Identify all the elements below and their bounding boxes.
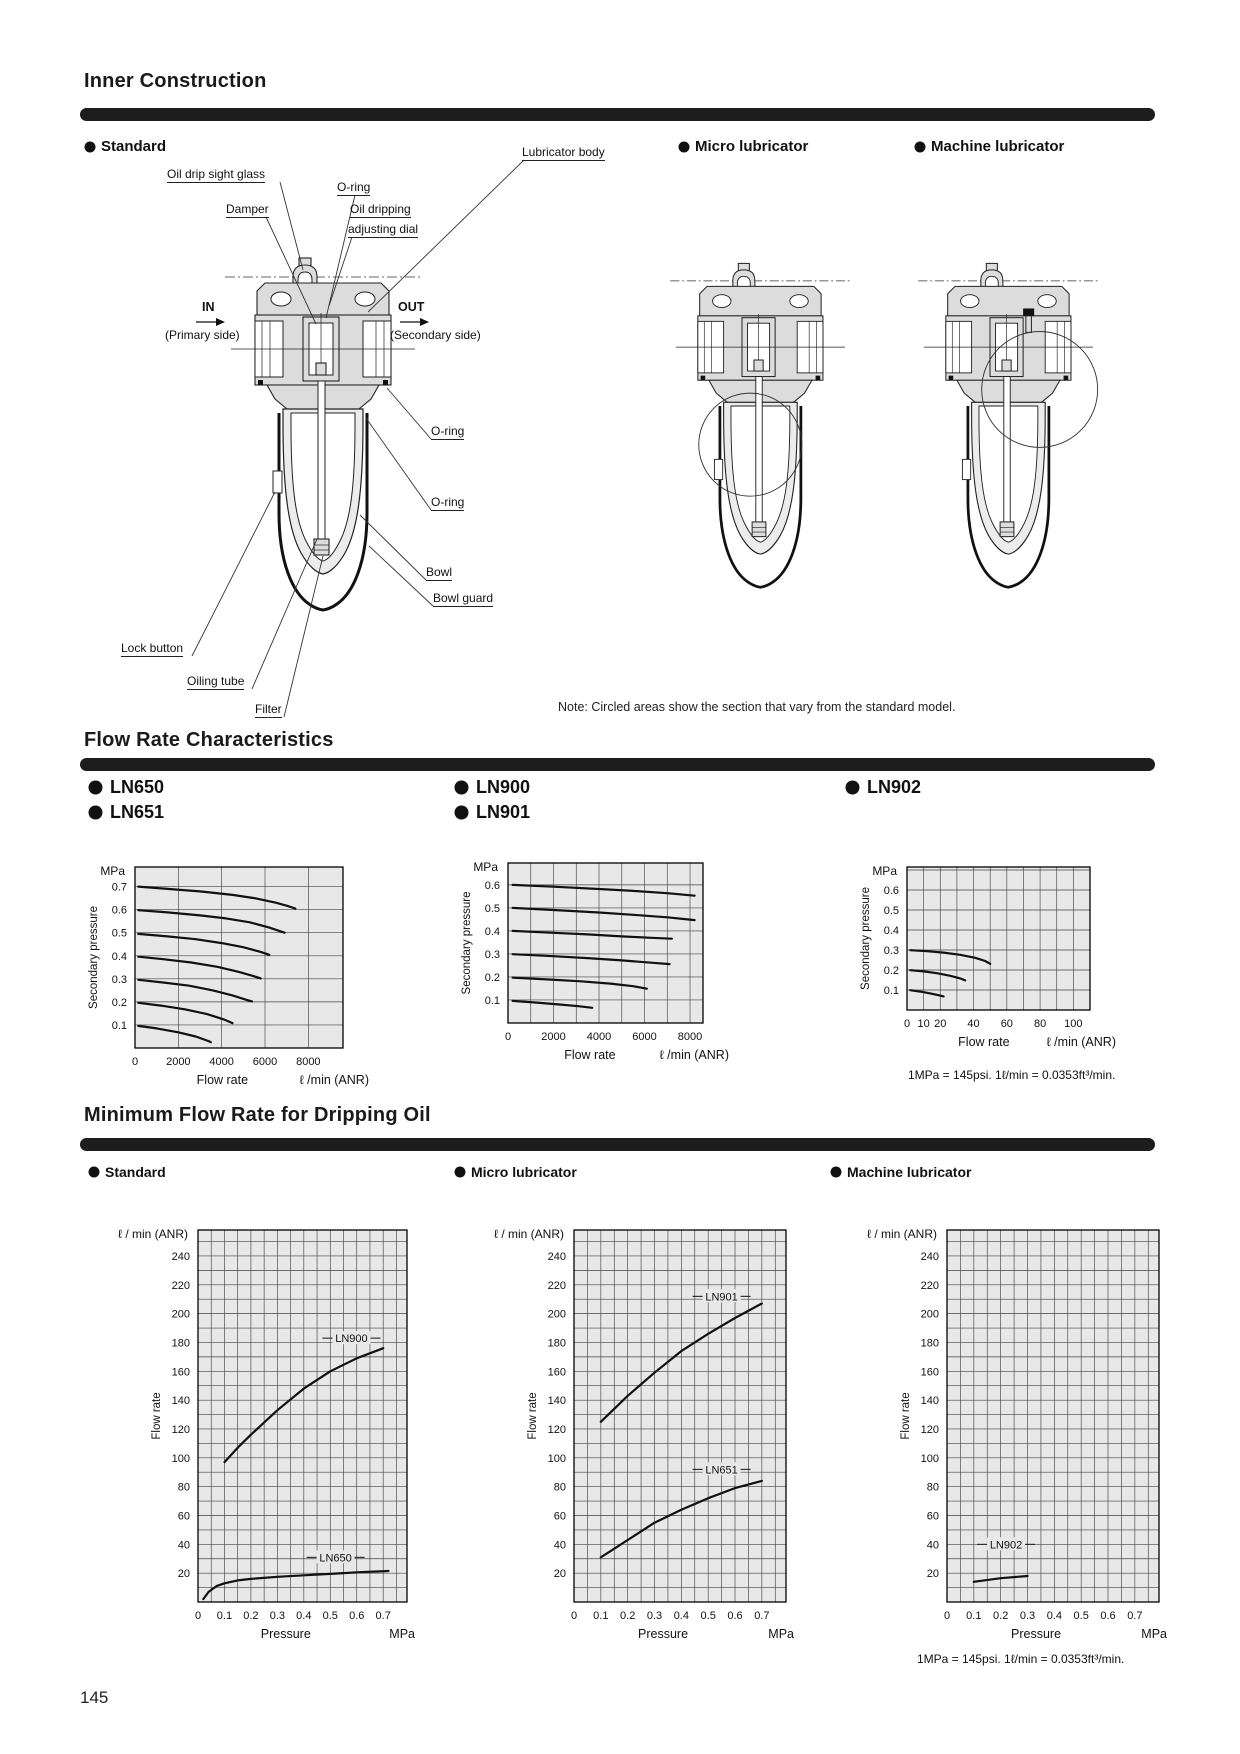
bullet-icon — [454, 1166, 466, 1178]
svg-text:MPa: MPa — [872, 864, 897, 878]
svg-text:0.4: 0.4 — [883, 925, 899, 937]
model-header-ln902 — [845, 777, 921, 798]
svg-text:100: 100 — [1064, 1018, 1083, 1030]
section-title-min-flow: Minimum Flow Rate for Dripping Oil — [84, 1104, 431, 1126]
svg-text:60: 60 — [926, 1510, 939, 1523]
callout-in: IN — [202, 300, 215, 314]
chart-min-flow-machine — [829, 1218, 1179, 1655]
svg-text:100: 100 — [920, 1452, 939, 1465]
drip-header-machine — [830, 1164, 971, 1180]
svg-text:LN901: LN901 — [705, 1291, 738, 1304]
callout-bowl: Bowl — [426, 565, 453, 579]
section-divider-bar — [80, 1138, 1155, 1151]
svg-text:ℓ / min (ANR): ℓ / min (ANR) — [867, 1227, 937, 1241]
bullet-icon — [845, 780, 860, 795]
svg-text:0.1: 0.1 — [216, 1610, 233, 1622]
svg-text:0.2: 0.2 — [484, 971, 500, 984]
section-title-inner-construction: Inner Construction — [84, 70, 267, 92]
callout-secondary-side: (Secondary side) — [390, 328, 481, 342]
lubricator-cross-section-diagrams — [0, 130, 1240, 770]
svg-text:ℓ / min (ANR): ℓ / min (ANR) — [118, 1227, 188, 1241]
svg-text:Pressure: Pressure — [638, 1627, 689, 1641]
svg-text:ℓ /min (ANR): ℓ /min (ANR) — [659, 1048, 729, 1062]
svg-text:100: 100 — [171, 1452, 190, 1465]
svg-text:0: 0 — [903, 1018, 911, 1030]
svg-text:0.1: 0.1 — [966, 1610, 982, 1622]
chart-min-flow-micro — [456, 1218, 806, 1655]
model-header-ln651 — [88, 802, 164, 823]
svg-text:100: 100 — [547, 1452, 566, 1465]
svg-text:140: 140 — [920, 1395, 939, 1408]
model-label: LN902 — [867, 777, 922, 797]
callout-oiling-tube: Oiling tube — [187, 674, 245, 688]
svg-text:LN650: LN650 — [319, 1552, 352, 1565]
bullet-icon — [88, 805, 103, 820]
svg-text:40: 40 — [967, 1018, 980, 1030]
svg-text:0.2: 0.2 — [111, 996, 127, 1009]
svg-text:MPa: MPa — [473, 860, 498, 874]
svg-text:80: 80 — [553, 1481, 566, 1494]
svg-text:0.3: 0.3 — [1019, 1610, 1036, 1622]
svg-text:MPa: MPa — [768, 1627, 794, 1641]
model-header-ln650 — [88, 777, 164, 798]
unit-conversion-note: 1MPa = 145psi. 1ℓ/min = 0.0353ft³/min. — [917, 1652, 1125, 1666]
svg-text:80: 80 — [926, 1481, 939, 1494]
svg-text:0.4: 0.4 — [1046, 1610, 1062, 1622]
svg-text:4000: 4000 — [209, 1056, 234, 1068]
model-label: LN900 — [476, 777, 531, 797]
svg-text:140: 140 — [171, 1395, 190, 1408]
svg-text:0.6: 0.6 — [484, 879, 500, 892]
variant-label: Standard — [105, 1164, 166, 1180]
svg-text:0.2: 0.2 — [620, 1610, 636, 1622]
svg-text:180: 180 — [920, 1337, 939, 1350]
svg-text:160: 160 — [171, 1366, 190, 1379]
svg-text:0.4: 0.4 — [484, 925, 500, 938]
lubricator-micro — [670, 263, 850, 587]
callout-o-ring-mid: O-ring — [431, 424, 465, 438]
svg-text:ℓ / min (ANR): ℓ / min (ANR) — [494, 1227, 564, 1241]
model-header-ln901 — [454, 802, 530, 823]
callout-o-ring-top: O-ring — [337, 180, 371, 194]
svg-text:120: 120 — [547, 1423, 566, 1436]
svg-text:MPa: MPa — [1141, 1627, 1167, 1641]
svg-text:0.1: 0.1 — [883, 985, 899, 997]
svg-text:60: 60 — [1000, 1018, 1013, 1030]
svg-text:20: 20 — [177, 1568, 190, 1581]
svg-text:Flow rate: Flow rate — [958, 1035, 1010, 1049]
svg-text:40: 40 — [553, 1539, 566, 1552]
svg-text:220: 220 — [547, 1279, 566, 1292]
svg-text:0.7: 0.7 — [375, 1610, 391, 1622]
svg-text:0: 0 — [943, 1610, 951, 1622]
svg-text:240: 240 — [547, 1250, 566, 1263]
model-header-ln900 — [454, 777, 530, 798]
chart-flow-rate-ln900-ln901 — [450, 851, 760, 1091]
svg-text:0.5: 0.5 — [883, 905, 899, 917]
svg-text:0.5: 0.5 — [322, 1610, 338, 1622]
callout-lock-button: Lock button — [121, 641, 184, 655]
svg-text:0.6: 0.6 — [349, 1610, 365, 1622]
variant-label: Machine lubricator — [847, 1164, 972, 1180]
bullet-icon — [830, 1166, 842, 1178]
svg-text:0.7: 0.7 — [111, 881, 127, 894]
svg-text:120: 120 — [171, 1423, 190, 1436]
svg-text:60: 60 — [177, 1510, 190, 1523]
drip-header-standard — [88, 1164, 166, 1180]
svg-text:10: 10 — [917, 1018, 930, 1030]
callout-filter: Filter — [255, 702, 282, 716]
svg-text:0.3: 0.3 — [269, 1610, 286, 1622]
callout-oil-dripping: Oil dripping — [350, 202, 411, 216]
svg-text:0.2: 0.2 — [883, 965, 899, 977]
section-divider-bar — [80, 758, 1155, 771]
svg-text:MPa: MPa — [389, 1627, 415, 1641]
callout-oil-drip-sight-glass: Oil drip sight glass — [167, 167, 266, 181]
svg-text:0.6: 0.6 — [727, 1610, 743, 1622]
callout-lubricator-body: Lubricator body — [522, 145, 605, 159]
svg-text:Secondary pressure: Secondary pressure — [461, 891, 473, 995]
svg-text:160: 160 — [547, 1366, 566, 1379]
svg-text:ℓ /min (ANR): ℓ /min (ANR) — [1046, 1035, 1116, 1049]
svg-text:6000: 6000 — [632, 1031, 657, 1043]
bullet-icon — [88, 1166, 100, 1178]
svg-text:8000: 8000 — [296, 1056, 321, 1068]
svg-text:0.4: 0.4 — [673, 1610, 689, 1622]
svg-text:0: 0 — [131, 1056, 139, 1068]
diagram-note: Note: Circled areas show the section that vary from the standard model. — [558, 700, 956, 714]
svg-text:0: 0 — [570, 1610, 578, 1622]
svg-text:2000: 2000 — [541, 1031, 566, 1043]
svg-text:180: 180 — [171, 1337, 190, 1350]
bullet-icon — [454, 780, 469, 795]
svg-text:120: 120 — [920, 1423, 939, 1436]
svg-text:MPa: MPa — [100, 864, 125, 878]
unit-conversion-note: 1MPa = 145psi. 1ℓ/min = 0.0353ft³/min. — [908, 1068, 1116, 1082]
svg-text:220: 220 — [171, 1279, 190, 1292]
bullet-icon — [454, 805, 469, 820]
svg-text:240: 240 — [171, 1250, 190, 1263]
svg-text:0.1: 0.1 — [484, 994, 500, 1007]
svg-text:20: 20 — [934, 1018, 947, 1030]
variant-label: Standard — [101, 138, 167, 155]
svg-text:40: 40 — [177, 1539, 190, 1552]
callout-bowl-guard: Bowl guard — [433, 591, 494, 605]
svg-text:Pressure: Pressure — [1011, 1627, 1062, 1641]
svg-text:2000: 2000 — [166, 1056, 191, 1068]
svg-text:80: 80 — [177, 1481, 190, 1494]
svg-text:0.5: 0.5 — [484, 902, 500, 915]
svg-text:6000: 6000 — [252, 1056, 278, 1068]
svg-text:0.1: 0.1 — [593, 1610, 609, 1622]
svg-text:60: 60 — [553, 1510, 566, 1523]
svg-text:0.5: 0.5 — [700, 1610, 716, 1622]
model-label: LN650 — [110, 777, 165, 797]
svg-text:LN900: LN900 — [335, 1333, 368, 1346]
callout-o-ring-low: O-ring — [431, 495, 465, 509]
svg-text:8000: 8000 — [677, 1031, 703, 1043]
svg-text:0.7: 0.7 — [1127, 1610, 1143, 1622]
chart-flow-rate-ln902 — [849, 855, 1159, 1080]
svg-text:LN651: LN651 — [705, 1464, 738, 1477]
svg-text:0: 0 — [504, 1031, 512, 1043]
svg-text:0.5: 0.5 — [1073, 1610, 1089, 1622]
section-title-flow-rate: Flow Rate Characteristics — [84, 729, 334, 751]
model-label: LN651 — [110, 802, 165, 822]
svg-text:200: 200 — [547, 1308, 566, 1321]
svg-text:200: 200 — [171, 1308, 190, 1321]
svg-text:0.3: 0.3 — [883, 945, 899, 957]
model-label: LN901 — [476, 802, 531, 822]
svg-text:Flow rate: Flow rate — [527, 1392, 539, 1440]
bullet-icon — [88, 780, 103, 795]
svg-text:40: 40 — [926, 1539, 939, 1552]
svg-text:0.4: 0.4 — [111, 950, 127, 963]
page-number: 145 — [80, 1688, 109, 1707]
svg-text:0.7: 0.7 — [754, 1610, 770, 1622]
svg-text:0.3: 0.3 — [111, 973, 127, 986]
svg-text:0.6: 0.6 — [111, 904, 127, 917]
svg-text:0.3: 0.3 — [484, 948, 500, 961]
drip-header-micro — [454, 1164, 577, 1180]
svg-text:80: 80 — [1033, 1018, 1047, 1030]
variant-label: Machine lubricator — [931, 138, 1065, 155]
svg-text:160: 160 — [920, 1366, 939, 1379]
callout-out: OUT — [398, 300, 425, 314]
svg-text:LN902: LN902 — [989, 1539, 1023, 1552]
svg-text:0.2: 0.2 — [993, 1610, 1009, 1622]
section-divider-bar — [80, 108, 1155, 121]
svg-text:140: 140 — [547, 1395, 566, 1408]
callout-primary-side: (Primary side) — [165, 328, 240, 342]
variant-label: Micro lubricator — [695, 138, 809, 155]
chart-flow-rate-ln650-ln651 — [80, 855, 390, 1095]
svg-text:0.1: 0.1 — [111, 1019, 127, 1032]
svg-text:0.4: 0.4 — [296, 1610, 312, 1622]
svg-text:0.3: 0.3 — [646, 1610, 663, 1622]
svg-text:20: 20 — [926, 1568, 939, 1581]
svg-text:Flow rate: Flow rate — [196, 1073, 249, 1087]
svg-text:Secondary pressure: Secondary pressure — [88, 906, 100, 1009]
callout-adjusting-dial: adjusting dial — [348, 222, 419, 236]
svg-text:0.2: 0.2 — [243, 1610, 259, 1622]
lubricator-machine — [918, 263, 1098, 587]
svg-text:0.6: 0.6 — [883, 885, 899, 897]
svg-text:0: 0 — [194, 1610, 202, 1622]
svg-text:200: 200 — [920, 1308, 939, 1321]
svg-text:180: 180 — [547, 1337, 566, 1350]
svg-text:Secondary pressure: Secondary pressure — [860, 887, 872, 990]
svg-text:Flow rate: Flow rate — [151, 1392, 163, 1440]
callout-damper: Damper — [226, 202, 269, 216]
svg-text:4000: 4000 — [586, 1031, 612, 1043]
svg-text:Flow rate: Flow rate — [900, 1392, 912, 1440]
chart-min-flow-standard — [80, 1218, 430, 1655]
svg-text:0.6: 0.6 — [1100, 1610, 1116, 1622]
svg-text:Pressure: Pressure — [260, 1627, 311, 1641]
svg-text:ℓ /min (ANR): ℓ /min (ANR) — [299, 1073, 369, 1087]
svg-text:220: 220 — [920, 1279, 939, 1292]
svg-text:0.5: 0.5 — [111, 927, 127, 940]
variant-label: Micro lubricator — [471, 1164, 577, 1180]
svg-text:240: 240 — [920, 1250, 939, 1263]
svg-text:20: 20 — [553, 1568, 566, 1581]
svg-text:Flow rate: Flow rate — [564, 1048, 616, 1062]
